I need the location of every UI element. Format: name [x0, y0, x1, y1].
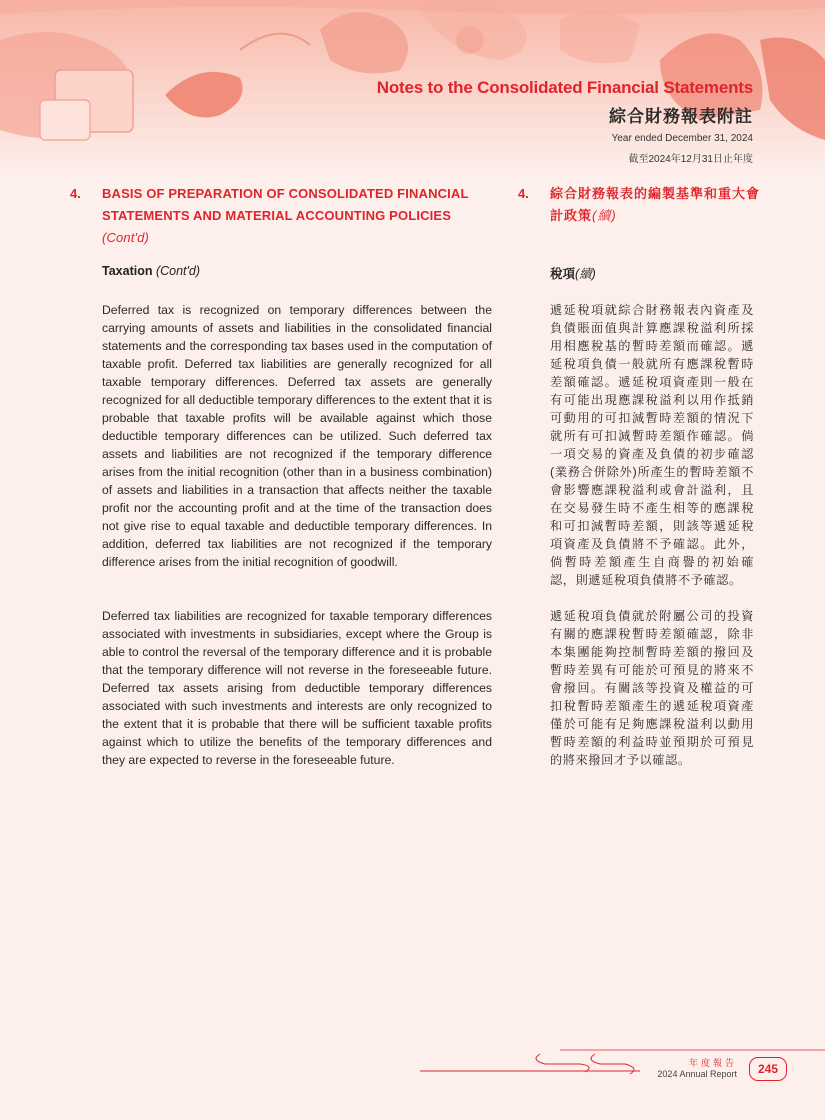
- page-header: [377, 78, 753, 165]
- section-title-zh: [550, 183, 760, 227]
- header-year-zh: 截至2024年12月31日止年度: [628, 154, 753, 165]
- paragraph-zh: 遞延稅項負債就於附屬公司的投資有關的應課稅暫時差額確認，除非本集團能夠控制暫時差額的撥回及暫時差異有可能於可預見的將來不會撥回。有關該等投資及權益的可扣稅暫時差額產生的遞延稅項資產僅於可能有足夠應課稅溢利以動用暫時差額的利益時並預期於可預見的將來撥回才予以確認。: [550, 609, 754, 767]
- section-title-zh-text: 綜合財務報表的編製基準和重大會計政策: [550, 186, 761, 223]
- section-number: 4.: [70, 186, 81, 201]
- paragraph-zh: 遞延稅項就綜合財務報表內資產及負債賬面值與計算應課稅溢利所採用相應稅基的暫時差額而確認。遞延稅項負債一般就所有應課稅暫時差額確認。遞延稅項資產則一般在有可能出現應課稅溢利以用作抵銷可動用的可扣減暫時差額的情況下就所有可扣減暫時差額作確認。倘一項交易的資產及負債的初步確認(業務合併除外)所產生的暫時差額不會影響應課稅溢利或會計溢利，且在交易發生時不產生相等的應課稅和可扣減暫時差額，則該等遞延稅項資產及負債將不予確認。此外，倘暫時差額產生自商譽的初始確認，則遞延稅項負債將不予確認。: [550, 303, 754, 587]
- section-contd-zh: (續): [592, 208, 617, 223]
- paragraph-en: Deferred tax is recognized on temporary differences between the carrying amounts of assets and liabilities in the consolidated financial statements and the corresponding tax bases used in the computation of taxable profit. Deferred tax liabilities are generally recognized for all taxable temporary differences. Deferred tax assets are generally recognized for all deductible temporary differences to the extent that it is probable that taxable profits will be available against which those deductible temporary differences can be utilized. Such deferred tax assets and liabilities are not recognized if the temporary difference arises from the initial recognition (other than in a business combination) of assets and liabilities in a transaction that affects neither the taxable profit nor the accounting profit and at the time of the transaction does not give rise to equal taxable and deductible temporary differences. In addition, deferred tax liabilities are not recognized if the temporary difference arises from the initial recognition of goodwill.: [102, 303, 492, 569]
- header-title-zh: 綜合財務報表附註: [609, 107, 753, 126]
- paragraph-en: Deferred tax liabilities are recognized for taxable temporary differences associated with investments in subsidiaries, except where the Group is able to control the reversal of the temporary difference and it is probable that the temporary difference will not reverse in the foreseeable future. Deferred tax assets arising from deductible temporary differences associated with such investments and interests are only recognized to the extent that it is probable that there will be sufficient taxable profits against which to utilize the benefits of the temporary differences and they are expected to reverse in the foreseeable future.: [102, 609, 492, 767]
- section-title-en: [102, 183, 494, 249]
- subsection-label-zh: 稅項: [550, 267, 576, 281]
- subsection-contd-en: (Cont'd): [155, 264, 201, 278]
- subsection-contd-zh: (續): [575, 267, 596, 281]
- section-contd-en: (Cont'd): [102, 230, 150, 245]
- footer-label-zh: 年度報告: [688, 1058, 737, 1068]
- section-number-zh: 4.: [518, 186, 529, 201]
- header-title: Notes to the Consolidated Financial Statements: [376, 78, 753, 97]
- footer-label-en: 2024 Annual Report: [657, 1069, 737, 1079]
- page-number: 245: [749, 1057, 787, 1081]
- subsection-heading-zh: [550, 264, 596, 282]
- subsection-heading-en: [102, 264, 200, 278]
- subsection-label-en: Taxation: [102, 264, 153, 278]
- section-title-en-text: BASIS OF PREPARATION OF CONSOLIDATED FINANCIAL STATEMENTS AND MATERIAL ACCOUNTING POLICIES: [102, 186, 469, 223]
- header-year: Year ended December 31, 2024: [611, 133, 753, 144]
